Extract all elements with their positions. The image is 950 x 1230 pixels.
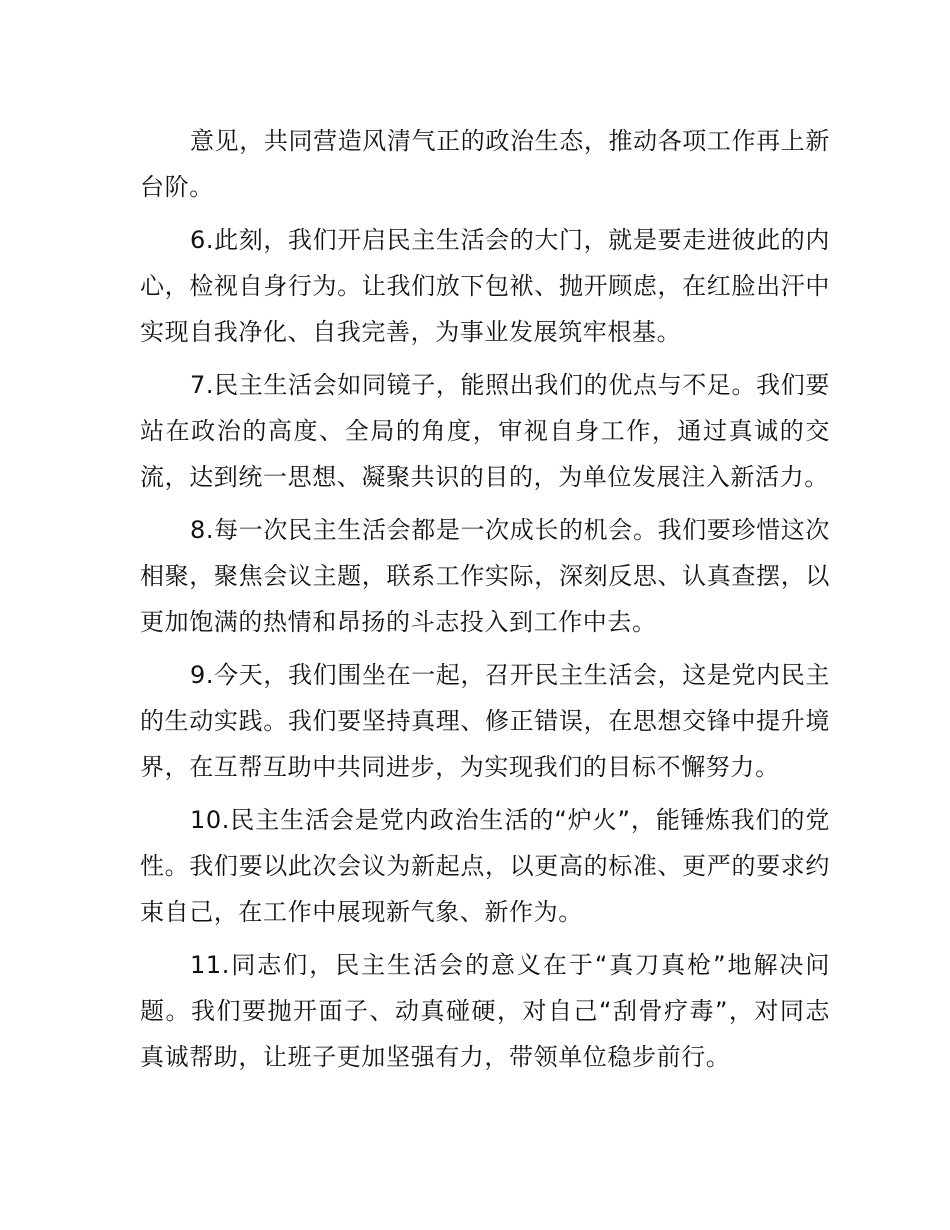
paragraph-continuation: 意见，共同营造风清气正的政治生态，推动各项工作再上新台阶。 <box>140 127 830 201</box>
paragraph-8: 8.每一次民主生活会都是一次成长的机会。我们要珍惜这次相聚，聚焦会议主题，联系工作实际，深刻反思、认真查摆，以更加饱满的热情和昂扬的斗志投入到工作中去。 <box>140 516 830 636</box>
paragraph-9: 9.今天，我们围坐在一起，召开民主生活会，这是党内民主的生动实践。我们要坚持真理、修正错误，在思想交锋中提升境界，在互帮互助中共同进步，为实现我们的目标不懈努力。 <box>140 661 830 781</box>
paragraph-10: 10.民主生活会是党内政治生活的“炉火”，能锤炼我们的党性。我们要以此次会议为新起点，以更高的标准、更严的要求约束自己，在工作中展现新气象、新作为。 <box>140 806 830 926</box>
paragraph-11: 11.同志们，民主生活会的意义在于“真刀真枪”地解决问题。我们要抛开面子、动真碰硬，对自己“刮骨疗毒”，对同志真诚帮助，让班子更加坚强有力，带领单位稳步前行。 <box>140 951 830 1071</box>
paragraph-6: 6.此刻，我们开启民主生活会的大门，就是要走进彼此的内心，检视自身行为。让我们放下包袱、抛开顾虑，在红脸出汗中实现自我净化、自我完善，为事业发展筑牢根基。 <box>140 226 830 346</box>
paragraph-7: 7.民主生活会如同镜子，能照出我们的优点与不足。我们要站在政治的高度、全局的角度，审视自身工作，通过真诚的交流，达到统一思想、凝聚共识的目的，为单位发展注入新活力。 <box>140 371 830 491</box>
document-body <box>140 118 830 1087</box>
